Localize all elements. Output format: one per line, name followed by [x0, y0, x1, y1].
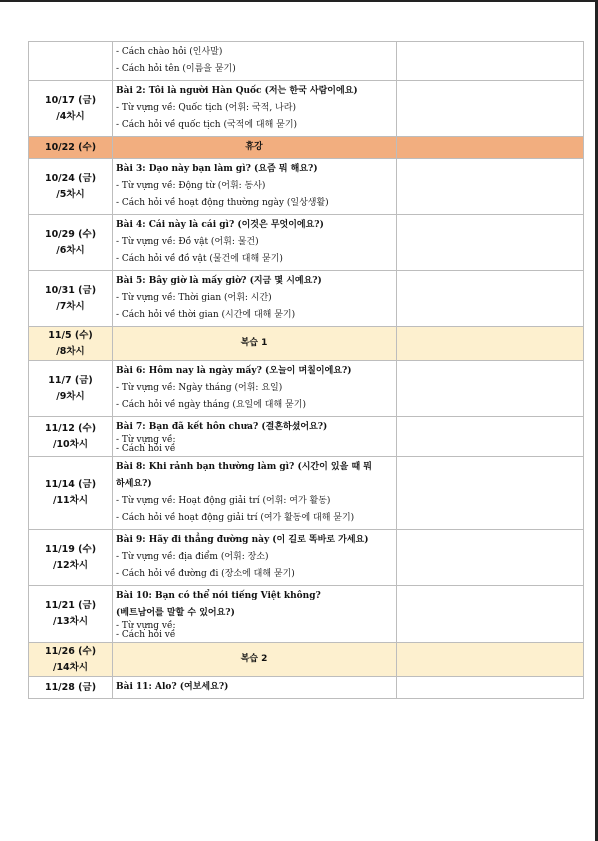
review-row — [29, 643, 584, 677]
session-number: /9차시 — [56, 390, 85, 402]
lesson-title: Bài 8: Khi rảnh bạn thường làm gì? (시간이 있을 때 뭐 — [116, 462, 372, 472]
session-number: /7차시 — [56, 300, 85, 312]
notes-cell — [397, 81, 584, 137]
notes-cell — [397, 677, 584, 699]
lesson-title-cont: 하세요?) — [116, 479, 152, 489]
session-number: /12차시 — [52, 559, 89, 571]
session-number: /11차시 — [52, 495, 89, 506]
session-date: 11/7 (금) — [48, 374, 93, 386]
session-number: /14차시 — [52, 661, 89, 673]
lesson-content-cell — [113, 327, 397, 361]
lesson-content-cell — [113, 677, 397, 699]
lesson-content-cell — [113, 417, 397, 457]
notes-cell — [397, 417, 584, 457]
lesson-title: Bài 5: Bây giờ là mấy giờ? (지금 몇 시예요?) — [116, 276, 322, 286]
lesson-content-cell — [113, 586, 397, 643]
notes-cell — [397, 643, 584, 677]
session-date: 10/29 (수) — [44, 228, 97, 240]
lesson-title: Bài 4: Cái này là cái gì? (이것은 무엇이에요?) — [116, 220, 324, 230]
page-top-border — [0, 0, 598, 2]
holiday-label: 휴강 — [245, 142, 263, 152]
lesson-detail-line: - Cách chào hỏi (인사말) — [116, 47, 223, 57]
session-date: 10/17 (금) — [44, 94, 97, 106]
lesson-detail-line: - Cách hỏi về quốc tịch (국적에 대해 묻기) — [116, 120, 298, 130]
lesson-content-cell — [113, 457, 397, 530]
lesson-title: Bài 3: Dạo này bạn làm gì? (요즘 뭐 해요?) — [116, 164, 318, 174]
lesson-content-cell — [113, 81, 397, 137]
lesson-content-cell — [113, 137, 397, 159]
lesson-row — [29, 530, 584, 586]
lesson-detail-line: - Cách hỏi về — [116, 630, 176, 640]
session-date: 10/24 (금) — [44, 172, 97, 184]
notes-cell — [397, 327, 584, 361]
notes-cell — [397, 586, 584, 643]
lesson-detail-line: - Từ vựng về: Hoạt động giải trí (어휘: 여가 활동) — [116, 496, 331, 506]
session-date: 11/14 (금) — [44, 479, 97, 490]
lesson-detail-line: - Cách hỏi về thời gian (시간에 대해 묻기) — [116, 310, 296, 320]
lesson-row — [29, 361, 584, 417]
session-number: /6차시 — [56, 244, 85, 256]
lesson-detail-line: - Từ vựng về: Động từ (어휘: 동사) — [116, 181, 266, 191]
lesson-row — [29, 457, 584, 530]
lesson-title: Bài 7: Bạn đã kết hôn chưa? (결혼하셨어요?) — [116, 422, 328, 432]
notes-cell — [397, 530, 584, 586]
lesson-row — [29, 159, 584, 215]
session-date-cell — [29, 137, 113, 159]
session-date: 11/21 (금) — [44, 600, 97, 611]
lesson-detail-line: - Từ vựng về: Ngày tháng (어휘: 요일) — [116, 383, 283, 393]
lesson-row — [29, 677, 584, 699]
review-label: 복습 1 — [240, 338, 268, 348]
lesson-detail-line: - Cách hỏi về đồ vật (물건에 대해 묻기) — [116, 254, 283, 264]
session-date: 11/26 (수) — [44, 645, 97, 657]
session-date-cell — [29, 361, 113, 417]
lesson-title: Bài 11: Alo? (여보세요?) — [116, 682, 229, 692]
lesson-content-cell — [113, 361, 397, 417]
lesson-row — [29, 586, 584, 643]
lesson-detail-line: - Cách hỏi tên (이름을 묻기) — [116, 64, 236, 74]
session-date-cell — [29, 677, 113, 699]
session-date-cell — [29, 643, 113, 677]
session-date-cell — [29, 586, 113, 643]
lesson-detail-line: - Từ vựng về: Thời gian (어휘: 시간) — [116, 293, 272, 303]
lesson-row — [29, 417, 584, 457]
notes-cell — [397, 215, 584, 271]
lesson-title: Bài 10: Bạn có thể nói tiếng Việt không? — [116, 591, 321, 601]
session-date-cell — [29, 457, 113, 530]
session-date-cell — [29, 271, 113, 327]
lesson-title: Bài 9: Hãy đi thẳng đường này (이 길로 똑바로 가세요) — [116, 535, 369, 545]
session-number: /13차시 — [52, 616, 89, 627]
lesson-title: Bài 2: Tôi là người Hàn Quốc (저는 한국 사람이에요) — [116, 86, 358, 96]
lesson-title: Bài 6: Hôm nay là ngày mấy? (오늘이 며칠이에요?) — [116, 366, 352, 376]
session-date-cell — [29, 215, 113, 271]
holiday-row — [29, 137, 584, 159]
lesson-detail-line: - Từ vựng về: Đồ vật (어휘: 물건) — [116, 237, 259, 247]
session-number: /8차시 — [56, 345, 85, 357]
lesson-detail-line: - Cách hỏi về — [116, 444, 176, 454]
session-number: /5차시 — [56, 188, 85, 200]
lesson-row — [29, 271, 584, 327]
lesson-detail-line: - Từ vựng về: — [116, 435, 176, 445]
notes-cell — [397, 137, 584, 159]
session-date-cell — [29, 159, 113, 215]
session-date: 11/19 (수) — [44, 543, 97, 555]
session-date: 11/5 (수) — [48, 329, 93, 341]
lesson-title-cont: (베트남어를 말할 수 있어요?) — [116, 608, 235, 618]
lesson-content-cell — [113, 271, 397, 327]
session-date-cell — [29, 327, 113, 361]
session-date-cell — [29, 530, 113, 586]
notes-cell — [397, 42, 584, 81]
lesson-detail-line: - Từ vựng về: Quốc tịch (어휘: 국적, 나라) — [116, 103, 296, 113]
notes-cell — [397, 271, 584, 327]
lesson-content-cell — [113, 643, 397, 677]
lesson-content-cell — [113, 530, 397, 586]
lesson-row — [29, 215, 584, 271]
review-row — [29, 327, 584, 361]
lesson-content-cell — [113, 215, 397, 271]
session-date-cell — [29, 81, 113, 137]
lesson-content-cell — [113, 159, 397, 215]
session-date: 10/22 (수) — [44, 141, 97, 153]
lesson-detail-line: - Cách hỏi về hoạt động giải trí (여가 활동에 대해 묻기) — [116, 513, 355, 523]
session-date: 11/12 (수) — [44, 422, 97, 434]
lesson-detail-line: - Cách hỏi về đường đi (장소에 대해 묻기) — [116, 569, 295, 579]
lesson-detail-line: - Cách hỏi về ngày tháng (요일에 대해 묻기) — [116, 400, 306, 410]
session-number: /10차시 — [52, 438, 89, 450]
lesson-detail-line: - Từ vựng về: — [116, 621, 176, 631]
lesson-row — [29, 42, 584, 81]
notes-cell — [397, 457, 584, 530]
session-number: /4차시 — [56, 110, 85, 122]
session-date: 11/28 (금) — [44, 681, 97, 693]
review-label: 복습 2 — [240, 654, 268, 664]
session-date-cell — [29, 42, 113, 81]
notes-cell — [397, 361, 584, 417]
schedule-table — [28, 41, 584, 699]
lesson-content-cell — [113, 42, 397, 81]
lesson-detail-line: - Từ vựng về: địa điểm (어휘: 장소) — [116, 552, 269, 562]
lesson-row — [29, 81, 584, 137]
session-date: 10/31 (금) — [44, 284, 97, 296]
lesson-detail-line: - Cách hỏi về hoạt động thường ngày (일상생활) — [116, 198, 329, 208]
session-date-cell — [29, 417, 113, 457]
notes-cell — [397, 159, 584, 215]
